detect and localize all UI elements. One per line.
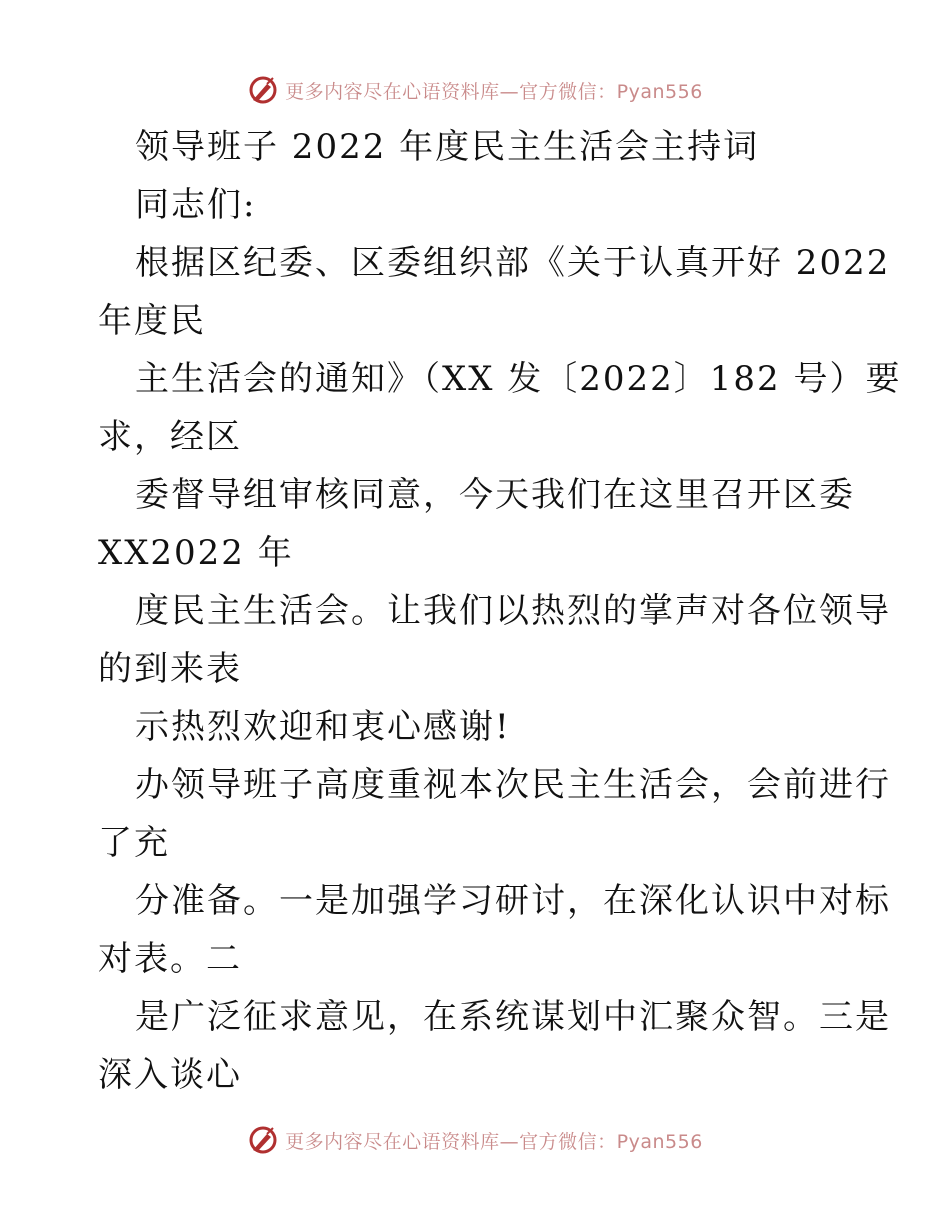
text-line: 示热烈欢迎和衷心感谢!: [135, 707, 511, 747]
text-line: 度民主生活会。让我们以热烈的掌声对各位领导: [135, 591, 891, 631]
text-line: 是广泛征求意见，在系统谋划中汇聚众智。三是: [135, 997, 891, 1037]
document-body: [98, 118, 902, 1104]
watermark-text: 更多内容尽在心语资料库—官方微信：Pyan556: [285, 80, 703, 103]
watermark-text: 更多内容尽在心语资料库—官方微信：Pyan556: [285, 1130, 703, 1153]
header-watermark: [0, 70, 950, 110]
text-line: 办领导班子高度重视本次民主生活会，会前进行: [135, 765, 891, 805]
text-line: 委督导组审核同意，今天我们在这里召开区委: [135, 475, 855, 515]
text-line: 根据区纪委、区委组织部《关于认真开好 2022: [135, 243, 891, 283]
text-line: 分准备。一是加强学习研讨，在深化认识中对标: [135, 881, 891, 921]
pen-circle-logo-icon: [247, 74, 279, 106]
text-line: 主生活会的通知》（XX 发〔2022〕182 号）要: [135, 359, 902, 399]
footer-watermark: [0, 1120, 950, 1160]
text-line: 了充: [98, 823, 170, 863]
text-line: XX2022 年: [98, 533, 294, 573]
pen-circle-logo-icon: [247, 1124, 279, 1156]
text-line: 的到来表: [98, 649, 242, 689]
text-line: 深入谈心: [98, 1055, 242, 1095]
text-line: 对表。二: [98, 939, 242, 979]
text-line: 求，经区: [98, 417, 242, 457]
text-line: 领导班子 2022 年度民主生活会主持词: [135, 127, 760, 167]
text-line: 年度民: [98, 301, 206, 341]
text-line: 同志们:: [135, 185, 257, 225]
